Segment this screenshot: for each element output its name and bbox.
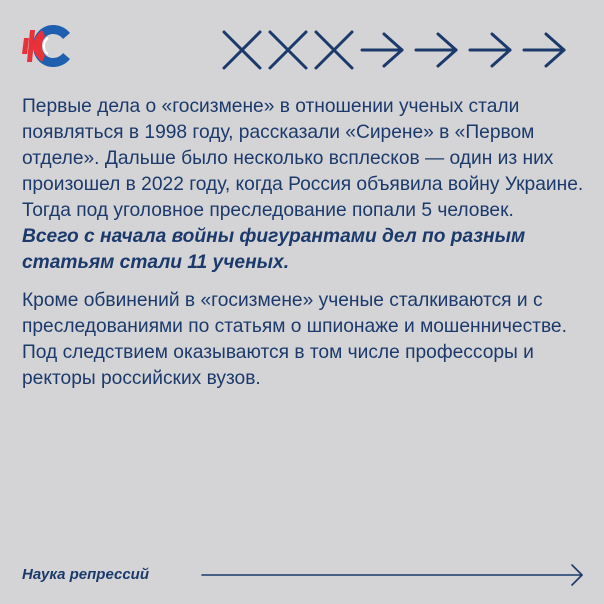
arrow-right-icon [470, 34, 510, 66]
paragraph-highlight: Всего с начала войны фигурантами дел по разным статьям стали 11 ученых. [22, 226, 526, 273]
long-arrow-right-icon [200, 563, 588, 587]
cross-icon [270, 32, 306, 68]
arrow-right-icon [416, 34, 456, 66]
arrow-right-icon [362, 34, 402, 66]
decorative-crosses-arrows [220, 28, 586, 72]
paragraph-intro: Первые дела о «госизмене» в отношении ученых стали появляться в 1998 году, рассказали «Сирене» в «Первом отделе». Дальше было несколько всплесков — один из них произошел в 2022 году, когда Россия объявила войну Украине. Тогда под уголовное преследование попали 5 человек. [22, 96, 584, 221]
article-text [22, 94, 587, 392]
cross-icon [224, 32, 260, 68]
sirena-logo-icon [18, 18, 82, 74]
paragraph-second: Кроме обвинений в «госизмене» ученые сталкиваются и с преследованиями по статьям о шпионаже и мошенничестве. Под следствием оказываются в том числе профессоры и ректоры российских вузов. [22, 290, 567, 389]
series-title: Наука репрессий [22, 566, 149, 583]
arrow-right-icon [524, 34, 564, 66]
cross-icon [316, 32, 352, 68]
